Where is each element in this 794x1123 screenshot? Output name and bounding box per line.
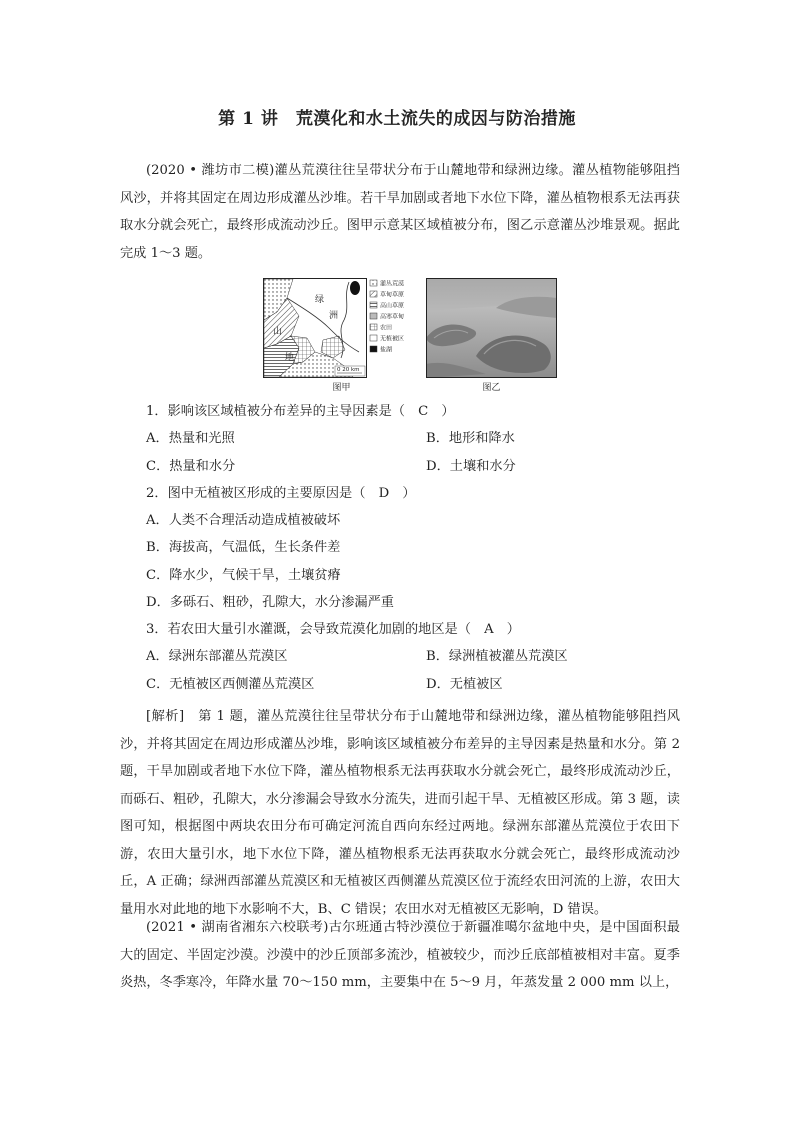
legend-item: 农田 <box>380 324 393 332</box>
question-3-option-b: B．绿洲植被灌丛荒漠区 <box>426 649 568 664</box>
question-1-option-d: D．土壤和水分 <box>426 459 516 474</box>
legend-item: 灌丛荒漠 <box>380 280 405 288</box>
question-2-option-a: A．人类不合理活动造成植被破坏 <box>146 513 341 528</box>
intro-paragraph: (2020 • 潍坊市二模)灌丛荒漠往往呈带状分布于山麓地带和绿洲边缘。灌丛植物能够阻挡风沙，并将其固定在周边形成灌丛沙堆。若干旱加剧或者地下水位下降，灌丛植物根系无法再获取水分就会死亡，最终形成流动沙丘。图甲示意某区域植被分布，图乙示意灌丛沙堆景观。据此完成 1～3 题。 <box>120 163 680 261</box>
question-1-option-b: B．地形和降水 <box>426 431 515 446</box>
legend-item: 无植被区 <box>380 335 405 343</box>
question-1-option-c: C．热量和水分 <box>146 459 236 474</box>
question-3-option-c: C．无植被区西侧灌丛荒漠区 <box>146 677 315 692</box>
page-title: 第 1 讲 荒漠化和水土流失的成因与防治措施 <box>218 109 576 129</box>
figure-b-caption: 图乙 <box>482 383 501 393</box>
question-1-option-a: A．热量和光照 <box>146 431 235 446</box>
question-2-option-c: C．降水少，气候干旱，土壤贫瘠 <box>146 568 341 583</box>
question-2-option-b: B．海拔高，气温低，生长条件差 <box>146 540 341 555</box>
second-intro-paragraph: (2021 • 湖南省湘东六校联考)古尔班通古特沙漠位于新疆准噶尔盆地中央，是中国面积最大的固定、半固定沙漠。沙漠中的沙丘顶部多流沙，植被较少，而沙丘底部植被相对丰富。夏季炎热，冬季寒冷，年降水量 70～150 mm，主要集中在 5～9 月，年蒸发量 2 000 mm 以上， <box>120 920 680 990</box>
question-2-stem: 2．图中无植被区形成的主要原因是（ D ） <box>146 486 416 501</box>
shrub-dune-photo <box>426 278 557 378</box>
legend-item: 高寒草甸 <box>380 313 405 321</box>
vegetation-map <box>263 278 420 378</box>
map-label-shan: 山 <box>273 327 283 337</box>
question-3-option-a: A．绿洲东部灌丛荒漠区 <box>146 649 288 664</box>
legend-item: 高山草原 <box>380 302 405 310</box>
figures <box>263 278 557 398</box>
legend-item: 盐湖 <box>380 346 393 354</box>
analysis-paragraph: [解析] 第 1 题，灌丛荒漠往往呈带状分布于山麓地带和绿洲边缘，灌丛植物能够阻挡风沙，并将其固定在周边形成灌丛沙堆，影响该区域植被分布差异的主导因素是热量和水分。第 2 题，干旱加剧或者地下水位下降，灌丛植物根系无法再获取水分就会死亡，最终形成流动沙丘，而砾石、粗砂，孔隙大，水分渗漏会导致水分流失，进而引起干旱、无植被区形成。第 3 题，读图可知，根据图中两块农田分布可确定河流自西向东经过两地。绿洲东部灌丛荒漠位于农田下游，农田大量引水，地下水位下降，灌丛植物根系无法再获取水分就会死亡，最终形成流动沙丘，A 正确；绿洲西部灌丛荒漠区和无植被区西侧灌丛荒漠区位于流经农田河流的上游，农田大量用水对此地的地下水影响不大，B、C 错误；农田水对无植被区无影响，D 错误。 <box>120 709 680 917</box>
figure-b <box>426 278 557 393</box>
question-3-stem: 3．若农田大量引水灌溉，会导致荒漠化加剧的地区是（ A ） <box>146 622 520 637</box>
map-label-di: 地 <box>285 353 295 363</box>
map-scale: 0 20 km <box>337 367 360 373</box>
legend-item: 草甸草原 <box>380 291 405 299</box>
map-label-lu: 绿 <box>315 295 325 305</box>
figure-a-caption: 图甲 <box>332 383 351 393</box>
map-legend <box>370 280 404 354</box>
question-2-option-d: D．多砾石、粗砂，孔隙大，水分渗漏严重 <box>146 595 394 610</box>
question-3-option-d: D．无植被区 <box>426 677 503 692</box>
map-label-zhou: 洲 <box>329 311 339 321</box>
question-1-stem: 1．影响该区域植被分布差异的主导因素是（ C ） <box>146 404 455 419</box>
figure-a <box>263 278 420 393</box>
